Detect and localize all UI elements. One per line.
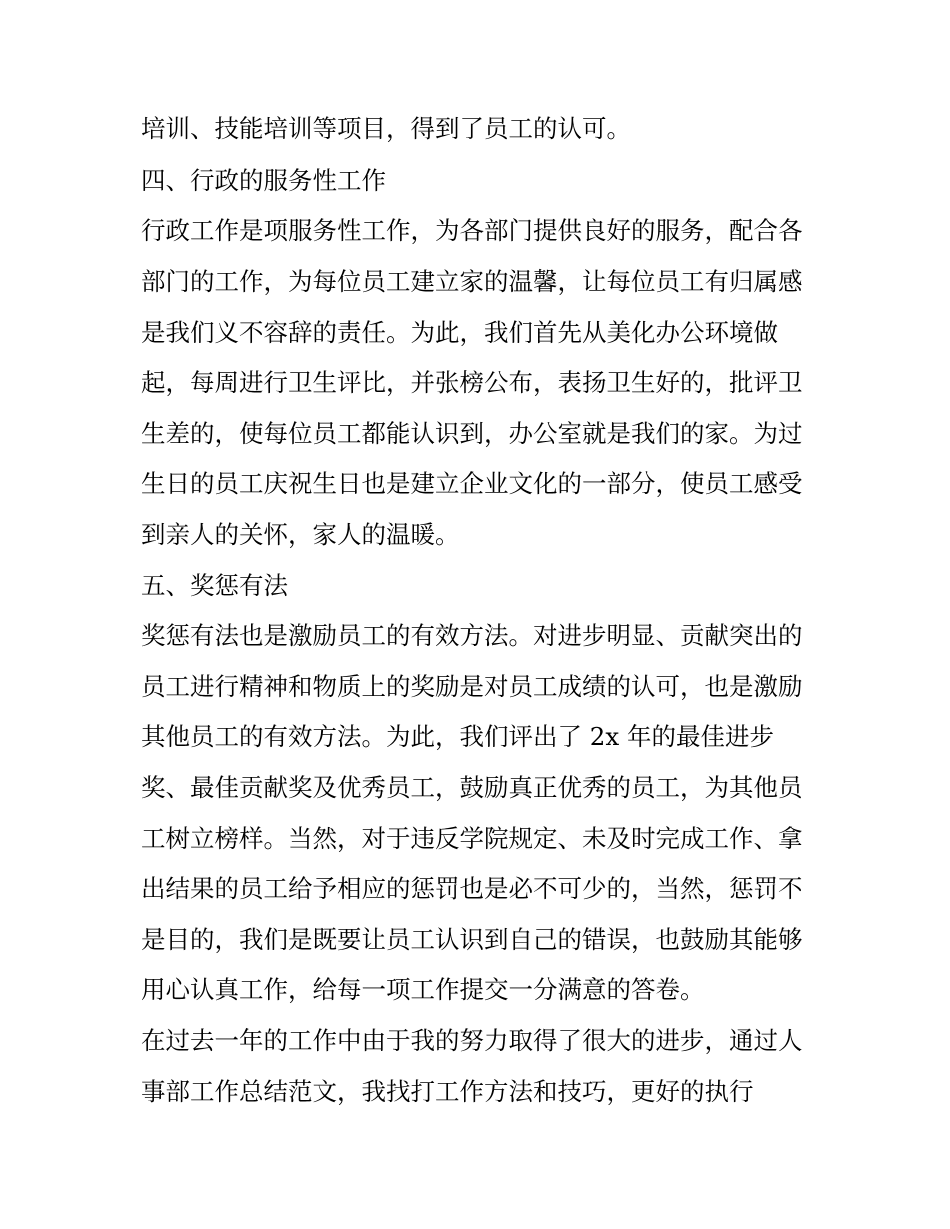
text-line: 其他员工的有效方法。为此，我们评出了 2x 年的最佳进步	[141, 722, 774, 751]
text-line: 是我们义不容辞的责任。为此，我们首先从美化办公环境做	[141, 318, 778, 347]
text-line: 事部工作总结范文，我找打工作方法和技巧，更好的执行	[141, 1077, 754, 1106]
text-line: 生差的，使每位员工都能认识到，办公室就是我们的家。为过	[141, 419, 803, 448]
text-line: 到亲人的关怀，家人的温暖。	[141, 520, 460, 549]
text-line-training-recognition: 培训、技能培训等项目，得到了员工的认可。	[141, 114, 631, 143]
text-line: 奖、最佳贡献奖及优秀员工，鼓励真正优秀的员工，为其他员	[141, 773, 803, 802]
text-line: 行政工作是项服务性工作，为各部门提供良好的服务，配合各	[141, 216, 803, 245]
text-line: 起，每周进行卫生评比，并张榜公布，表扬卫生好的，批评卫	[141, 368, 803, 397]
text-line: 生日的员工庆祝生日也是建立企业文化的一部分，使员工感受	[141, 469, 803, 498]
text-line: 用心认真工作，给每一项工作提交一分满意的答卷。	[141, 975, 705, 1004]
section-heading-5: 五、奖惩有法	[141, 571, 288, 600]
text-line: 工树立榜样。当然，对于违反学院规定、未及时完成工作、拿	[141, 824, 803, 853]
text-line: 部门的工作，为每位员工建立家的温馨，让每位员工有归属感	[141, 267, 803, 296]
section-heading-4: 四、行政的服务性工作	[141, 166, 386, 195]
text-line: 是目的，我们是既要让员工认识到自己的错误，也鼓励其能够	[141, 925, 803, 954]
text-line: 员工进行精神和物质上的奖励是对员工成绩的认可，也是激励	[141, 672, 803, 701]
text-line: 出结果的员工给予相应的惩罚也是必不可少的，当然，惩罚不	[141, 874, 803, 903]
text-line: 在过去一年的工作中由于我的努力取得了很大的进步，通过人	[141, 1026, 803, 1055]
text-line: 奖惩有法也是激励员工的有效方法。对进步明显、贡献突出的	[141, 621, 803, 650]
